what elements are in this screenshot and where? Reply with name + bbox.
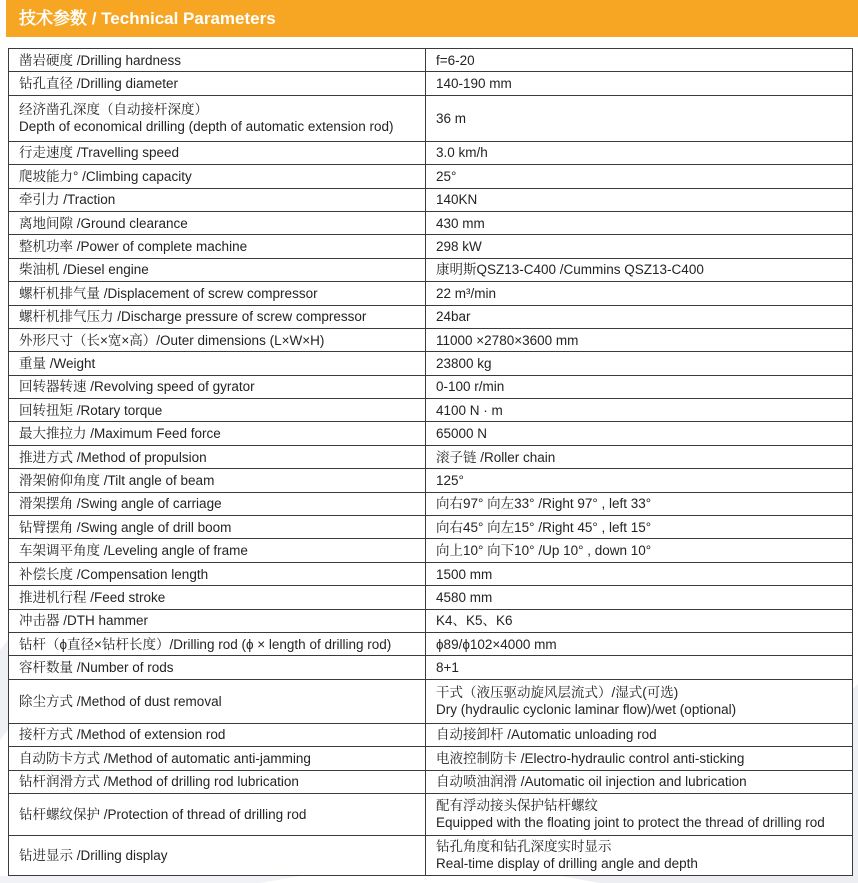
param-value: 自动接卸杆 /Automatic unloading rod (426, 723, 853, 746)
param-value-line-cn: 配有浮动接头保护钻杆螺纹 (436, 798, 598, 814)
section-header (6, 0, 858, 37)
param-value: 298 kW (426, 235, 853, 258)
param-label: 除尘方式 /Method of dust removal (9, 679, 426, 723)
bg-shape-bottom-right (560, 876, 858, 883)
param-value: 125° (426, 469, 853, 492)
table-row (9, 399, 853, 422)
param-value: 140KN (426, 188, 853, 211)
param-value (426, 835, 853, 875)
table-row (9, 258, 853, 281)
param-value: 24bar (426, 305, 853, 328)
table-row (9, 211, 853, 234)
param-label: 滑架俯仰角度 /Tilt angle of beam (9, 469, 426, 492)
param-value: 0-100 r/min (426, 375, 853, 398)
param-value: 140-190 mm (426, 72, 853, 95)
table-row (9, 539, 853, 562)
table-row (9, 305, 853, 328)
table-row (9, 141, 853, 164)
param-value: 4580 mm (426, 586, 853, 609)
param-label: 接杆方式 /Method of extension rod (9, 723, 426, 746)
param-value (426, 793, 853, 835)
bg-shape-left (0, 640, 8, 740)
param-label: 重量 /Weight (9, 352, 426, 375)
param-value: 25° (426, 165, 853, 188)
table-row (9, 328, 853, 351)
table-row (9, 375, 853, 398)
param-value: 36 m (426, 95, 853, 141)
param-value: 23800 kg (426, 352, 853, 375)
param-value: 3.0 km/h (426, 141, 853, 164)
table-row (9, 95, 853, 141)
param-label: 钻孔直径 /Drilling diameter (9, 72, 426, 95)
param-label: 凿岩硬度 /Drilling hardness (9, 49, 426, 72)
param-label: 螺杆机排气量 /Displacement of screw compressor (9, 282, 426, 305)
param-value: 向上10° 向下10° /Up 10° , down 10° (426, 539, 853, 562)
param-label: 爬坡能力° /Climbing capacity (9, 165, 426, 188)
param-label: 推进机行程 /Feed stroke (9, 586, 426, 609)
param-label: 钻进显示 /Drilling display (9, 835, 426, 875)
param-label: 回转器转速 /Revolving speed of gyrator (9, 375, 426, 398)
table-row (9, 679, 853, 723)
table-row (9, 656, 853, 679)
param-label-line-en: Depth of economical drilling (depth of automatic extension rod) (19, 119, 394, 135)
param-value: 自动喷油润滑 /Automatic oil injection and lubrication (426, 770, 853, 793)
table-row (9, 770, 853, 793)
param-value-line-cn: 钻孔角度和钻孔深度实时显示 (436, 839, 612, 855)
param-value: 22 m³/min (426, 282, 853, 305)
param-value: 康明斯QSZ13-C400 /Cummins QSZ13-C400 (426, 258, 853, 281)
param-value: 1500 mm (426, 562, 853, 585)
param-label: 推进方式 /Method of propulsion (9, 445, 426, 468)
table-row (9, 632, 853, 655)
table-row (9, 165, 853, 188)
bg-shape-bottom (0, 876, 300, 883)
table-row (9, 747, 853, 770)
table-row (9, 516, 853, 539)
technical-parameters-table (8, 48, 853, 876)
param-label: 螺杆机排气压力 /Discharge pressure of screw compressor (9, 305, 426, 328)
param-label: 最大推拉力 /Maximum Feed force (9, 422, 426, 445)
param-label: 滑架摆角 /Swing angle of carriage (9, 492, 426, 515)
param-label: 钻杆螺纹保护 /Protection of thread of drilling rod (9, 793, 426, 835)
table-row (9, 72, 853, 95)
table-row (9, 445, 853, 468)
param-label: 回转扭矩 /Rotary torque (9, 399, 426, 422)
param-label: 钻杆润滑方式 /Method of drilling rod lubrication (9, 770, 426, 793)
param-label: 冲击器 /DTH hammer (9, 609, 426, 632)
param-value-line-en: Dry (hydraulic cyclonic laminar flow)/wet (optional) (436, 702, 737, 718)
table-row (9, 793, 853, 835)
param-value-line-en: Equipped with the floating joint to protect the thread of drilling rod (436, 815, 825, 831)
param-label: 整机功率 /Power of complete machine (9, 235, 426, 258)
param-value-line-cn: 干式（液压驱动旋风层流式）/湿式(可选) (436, 685, 679, 701)
table-row (9, 352, 853, 375)
table-row (9, 469, 853, 492)
param-label: 自动防卡方式 /Method of automatic anti-jamming (9, 747, 426, 770)
table-row (9, 835, 853, 875)
table-row (9, 235, 853, 258)
param-value: 430 mm (426, 211, 853, 234)
table-row (9, 49, 853, 72)
param-value: 滚子链 /Roller chain (426, 445, 853, 468)
param-value (426, 679, 853, 723)
table-row (9, 562, 853, 585)
table-row (9, 282, 853, 305)
param-value: 电液控制防卡 /Electro-hydraulic control anti-sticking (426, 747, 853, 770)
param-label-line-cn: 经济凿孔深度（自动接杆深度） (19, 102, 208, 118)
param-value: 向右97° 向左33° /Right 97° , left 33° (426, 492, 853, 515)
param-value: 向右45° 向左15° /Right 45° , left 15° (426, 516, 853, 539)
param-label: 容杆数量 /Number of rods (9, 656, 426, 679)
param-value: ϕ89/ϕ102×4000 mm (426, 632, 853, 655)
param-label: 外形尺寸（长×宽×高）/Outer dimensions (L×W×H) (9, 328, 426, 351)
param-label: 钻臂摆角 /Swing angle of drill boom (9, 516, 426, 539)
param-label: 钻杆（ϕ直径×钻杆长度）/Drilling rod (ϕ × length of drilling rod) (9, 632, 426, 655)
table-row (9, 586, 853, 609)
param-label (9, 95, 426, 141)
table-row (9, 609, 853, 632)
section-title: 技术参数 / Technical Parameters (19, 9, 276, 28)
param-label: 离地间隙 /Ground clearance (9, 211, 426, 234)
param-label: 行走速度 /Travelling speed (9, 141, 426, 164)
param-label: 补偿长度 /Compensation length (9, 562, 426, 585)
param-value: K4、K5、K6 (426, 609, 853, 632)
param-value: 11000 ×2780×3600 mm (426, 328, 853, 351)
param-value: f=6-20 (426, 49, 853, 72)
param-label: 车架调平角度 /Leveling angle of frame (9, 539, 426, 562)
param-label: 柴油机 /Diesel engine (9, 258, 426, 281)
param-value: 8+1 (426, 656, 853, 679)
param-label: 牵引力 /Traction (9, 188, 426, 211)
table-row (9, 422, 853, 445)
table-row (9, 188, 853, 211)
table-row (9, 723, 853, 746)
table-row (9, 492, 853, 515)
param-value: 65000 N (426, 422, 853, 445)
param-value-line-en: Real-time display of drilling angle and depth (436, 856, 698, 872)
param-value: 4100 N · m (426, 399, 853, 422)
